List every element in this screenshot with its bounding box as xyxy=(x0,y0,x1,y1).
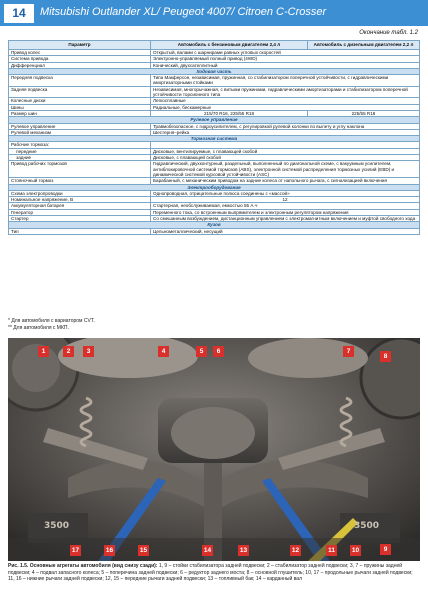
specifications-table xyxy=(8,40,420,235)
value-cell: Дисковые, вентилируемые, с плавающей скобой xyxy=(151,148,420,154)
parameter-cell: Колесные диски xyxy=(9,98,151,104)
value-cell: Электронно-управляемый полный привод (4WD) xyxy=(151,56,420,62)
parameter-cell: Рулевое управление xyxy=(9,123,151,129)
parameter-cell: Рулевой механизм xyxy=(9,129,151,135)
value-cell: Переменного тока, со встроенным выпрямителем и электронным регулятором напряжения xyxy=(151,209,420,215)
callout-15: 15 xyxy=(139,547,148,554)
value-cell: Однопроводная, отрицательные полюса соединены с «массой» xyxy=(151,190,420,196)
table-row xyxy=(9,161,420,178)
callout-6: 6 xyxy=(213,346,224,357)
callout-9: 9 xyxy=(380,544,391,555)
value-cell: Барабанный, с механическим приводом на задние колеса от напольного рычага, с сигнализацией включения xyxy=(151,178,420,184)
parameter-cell: Размер шин xyxy=(9,110,151,116)
callout-8: 8 xyxy=(380,351,391,362)
section-title: Тормозная система xyxy=(9,136,420,142)
parameter-cell: Передняя подвеска xyxy=(9,75,151,87)
value-cell: Стартерная, необслуживаемая, емкостью 55 А·ч xyxy=(151,203,420,209)
table-row xyxy=(9,86,420,98)
column-header: Автомобиль с бензиновым двигателем 2,4 л xyxy=(151,41,308,50)
value-cell: Конический, двухсателлитный xyxy=(151,62,420,68)
callout-7: 7 xyxy=(343,346,354,357)
value-cell: Дисковые, с плавающей скобой xyxy=(151,155,420,161)
parameter-cell: Стартер xyxy=(9,216,151,222)
parameter-cell: Шины xyxy=(9,104,151,110)
diesel-value-cell: 225/55 R18 xyxy=(308,110,420,116)
callout-17: 17 xyxy=(71,547,80,554)
parameter-cell: Номинальное напряжение, В xyxy=(9,197,151,203)
value-cell: Со смешанным возбуждением, дистанционным управлением с электромагнитным включением и муфтой свободного хода xyxy=(151,216,420,222)
value-cell: Травмобезопасное, с гидроусилителем, с регулировкой рулевой колонки по вылету и углу наклона xyxy=(151,123,420,129)
section-title: Ходовая часть xyxy=(9,68,420,74)
parameter-cell: Аккумуляторная батарея xyxy=(9,203,151,209)
parameter-cell: Привод колес xyxy=(9,50,151,56)
value-cell: Гидравлический, двухконтурный, раздельный, выполненный по диагональной схеме, с вакуумным усилителем, антиблокировочной системой тормозов (ABS), электронной системой распределения тормозных усилий (EBD) и динамической системой курсовой устойчивости (ASC) xyxy=(151,161,420,178)
table-header-row xyxy=(9,41,420,50)
footnote: ** Для автомобиля с МКП. xyxy=(8,324,69,331)
callout-11: 11 xyxy=(326,545,337,556)
underbody-photo xyxy=(8,338,420,561)
callout-16: 16 xyxy=(105,547,114,554)
parameter-cell: Привод рабочих тормозов xyxy=(9,161,151,178)
parameter-cell: Задняя подвеска xyxy=(9,86,151,98)
parameter-cell: Схема электропроводки xyxy=(9,190,151,196)
value-cell: Независимая, многорычажная, с витыми пружинами, гидравлическими амортизаторами и стабилизатором поперечной устойчивости торсионного типа xyxy=(151,86,420,98)
parameter-cell: Дифференциал xyxy=(9,62,151,68)
footnotes xyxy=(8,318,95,331)
parameter-cell: Система привода xyxy=(9,56,151,62)
parameter-cell: Рабочие тормоза: xyxy=(9,142,151,148)
section-title: Электрооборудование xyxy=(9,184,420,190)
parameter-cell: Тип xyxy=(9,228,151,234)
callout-4: 4 xyxy=(158,346,169,357)
table-row xyxy=(9,228,420,234)
figure-text: 1, 9 – стойки стабилизатора задней подвески; 2 – стабилизатор задней подвески; 3, 7 – пружины задней подвески; 4 – подвал запасного колеса; 5 – поперечина задней подвески; 6 – редуктор заднего моста; 8 – основной глушитель; 10, 17 – продольные рычаги задней подвески; 11, 16 – нижние рычаги задней подвески; 12, 15 – передние рычаги задней подвески; 13 – топливный бак; 14 – карданный вал xyxy=(8,563,413,583)
callout-3: 3 xyxy=(83,346,94,357)
parameter-cell: передние xyxy=(9,148,151,154)
page-number: 14 xyxy=(4,4,34,23)
table-caption: Окончание табл. 1.2 xyxy=(359,30,418,36)
table-row xyxy=(9,75,420,87)
parameter-cell: Генератор xyxy=(9,209,151,215)
section-title: Рулевое управление xyxy=(9,117,420,123)
table-body xyxy=(9,50,420,235)
callout-1: 1 xyxy=(38,346,49,357)
callout-13: 13 xyxy=(239,547,248,554)
parameter-cell: задние xyxy=(9,155,151,161)
value-cell: Легкосплавные xyxy=(151,98,420,104)
callout-12: 12 xyxy=(291,547,300,554)
value-cell: 12 xyxy=(151,197,420,203)
callout-10: 10 xyxy=(351,547,360,554)
value-cell: Типа Макферсон, независимая, пружинная, со стабилизатором поперечной устойчивости, с гидравлическими амортизаторными стойками xyxy=(151,75,420,87)
petrol-value-cell: 215/70 R16, 225/55 R18 xyxy=(151,110,308,116)
value-cell: Радиальные, бескамерные xyxy=(151,104,420,110)
page-header xyxy=(0,0,428,26)
value-cell: Цельнометаллический, несущий xyxy=(151,228,420,234)
figure-label: Рис. 1.5. Основные агрегаты автомобиля (вид снизу сзади): xyxy=(8,563,158,569)
lift-stamp: 3500 xyxy=(354,521,380,531)
book-title: Mitsubishi Outlander XL/ Peugeot 4007/ Citroen C-Crosser xyxy=(40,6,327,18)
parameter-cell: Стояночный тормоз xyxy=(9,178,151,184)
lift-stamp: 3500 xyxy=(44,521,70,531)
footnote: * Для автомобиля с вариатором CVT. xyxy=(8,318,95,324)
figure-caption xyxy=(8,563,420,583)
column-header: Автомобиль с дизельным двигателем 2,2 л xyxy=(308,41,420,50)
column-header: Параметр xyxy=(9,41,151,50)
section-title: Кузов xyxy=(9,222,420,228)
value-cell: Открытый, валами с шарнирами равных угловых скоростей xyxy=(151,50,420,56)
callout-5: 5 xyxy=(196,346,207,357)
callout-14: 14 xyxy=(203,547,212,554)
value-cell: Шестерня–рейка xyxy=(151,129,420,135)
callout-2: 2 xyxy=(63,346,74,357)
